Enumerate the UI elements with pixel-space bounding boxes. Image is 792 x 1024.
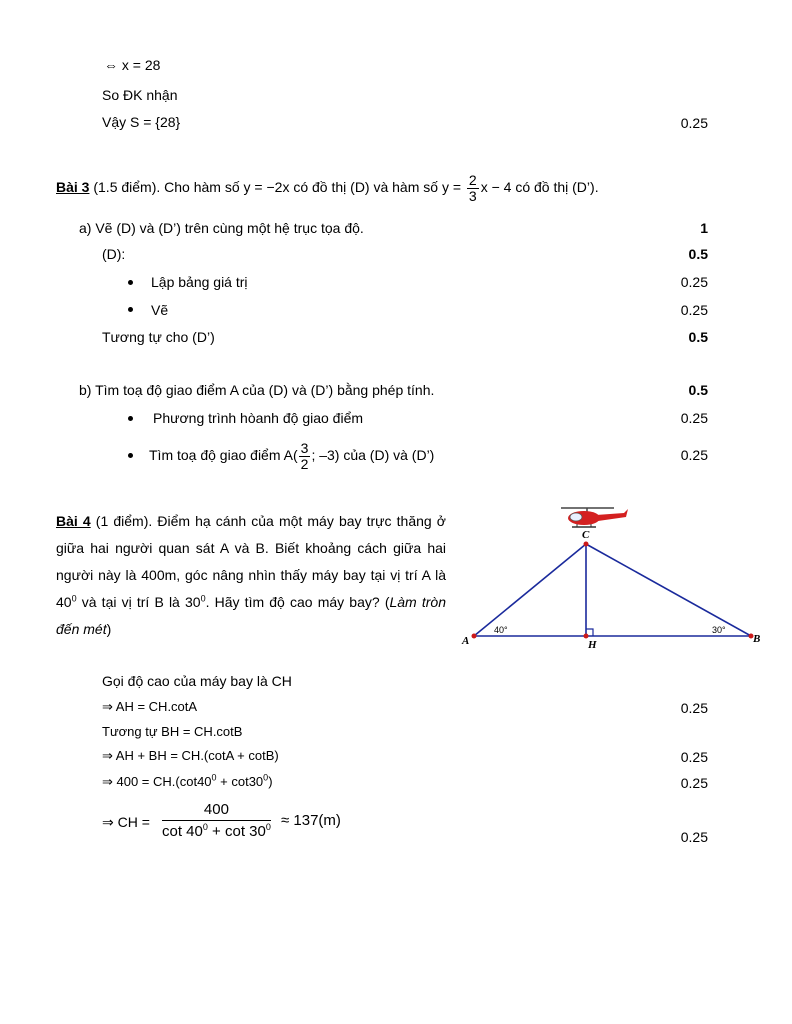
fraction-denominator: 2 [300,455,309,472]
bai4-problem-text [56,508,446,643]
score: 0.25 [680,775,708,791]
part-a-score: 1 [700,220,708,236]
bai4-text-d: ) [106,621,112,637]
part-a-label: a) Vẽ (D) và (D’) trên cùng một hệ trục tọa độ. [79,220,364,236]
score: 0.25 [680,115,708,131]
intersection-text-b: ; –3) của (D) và (D’) [311,447,435,463]
solution-intro: Gọi độ cao của máy bay là CH [102,673,292,689]
degree-sup: 0 [71,593,77,604]
degree-sup: 0 [263,772,269,783]
equivalence-line: ⇔ x = 28 [104,57,161,73]
solution-ah: ⇒ AH = CH.cotA [102,699,198,714]
angle-b-label: 30° [712,625,726,635]
angle-a-label: 40° [494,625,508,635]
degree-sup: 0 [211,772,217,783]
bullet-dot [128,453,133,458]
similar-line: Tương tự cho (D’) [102,329,215,345]
part-b-score: 0.5 [688,382,708,398]
bai4-text-b: và tại vị trí B là 30 [76,594,201,610]
bullet-abscissa-equation: Phương trình hòanh độ giao điểm [153,410,364,426]
solution-400 [102,773,273,791]
intersection-text-a: Tìm toạ độ giao điểm A( [149,447,298,463]
den-mid: + cot 30 [207,823,266,840]
line-cb [586,544,751,636]
score: 0.25 [680,302,708,318]
solution-bh: Tương tự BH = CH.cotB [102,724,243,739]
den-a: cot 40 [162,823,203,840]
degree-sup: 0 [202,822,208,832]
line-ac [474,544,586,636]
d-label: (D): [102,246,126,262]
point-h [584,634,589,639]
sol5-a: ⇒ 400 = CH.(cot40 [102,774,212,789]
point-c [584,542,589,547]
ch-fraction-numerator: 400 [162,801,271,821]
score: 0.25 [680,829,708,845]
bai3-heading [56,170,599,204]
helicopter-icon [561,508,628,527]
fraction-three-halves [299,441,311,472]
fraction-denominator: 3 [468,187,477,204]
solution-set-line: Vậy S = {28} [102,114,181,130]
bullet-intersection [149,438,434,472]
part-b-label: b) Tìm toạ độ giao điểm A của (D) và (D’) bằng phép tính. [79,382,435,398]
d-score: 0.5 [688,246,708,262]
similar-score: 0.5 [688,329,708,345]
bai4-text-a: (1 điểm). Điểm hạ cánh của một máy bay trực thăng ở giữa hai người quan sát A và B. Biết khoảng cách giữa hai người này là 400m, góc nâng nhìn thấy máy bay tại vị trí A là 40 [56,513,446,610]
label-c: C [582,529,590,541]
point-a [472,634,477,639]
score: 0.25 [680,410,708,426]
score: 0.25 [680,274,708,290]
bai3-intro-a: (1.5 điểm). Cho hàm số y = −2x có đồ thị (D) và hàm số y = [89,179,465,195]
bullet-draw: Vẽ [151,302,169,318]
fraction-numerator: 2 [468,171,477,188]
fraction-numerator: 3 [300,439,309,456]
bullet-dot [128,416,133,421]
bai4-text-c: . Hãy tìm độ cao máy bay? ( [205,594,390,610]
label-b: B [753,633,761,645]
score: 0.25 [680,447,708,463]
fraction-two-thirds [467,173,479,204]
bai3-title: Bài 3 [56,179,90,195]
solution-ch-result: ≈ 137(m) [281,812,341,829]
solution-ch-lhs: ⇒ CH = [102,814,150,830]
ch-fraction-denominator [162,821,271,840]
solution-sum: ⇒ AH + BH = CH.(cotA + cotB) [102,748,279,763]
ch-fraction [162,801,271,840]
triangle-figure [456,498,766,658]
sol5-end: ) [268,774,273,789]
condition-check-line: So ĐK nhận [102,87,178,103]
label-a: A [462,635,470,647]
score: 0.25 [680,700,708,716]
degree-sup: 0 [200,593,206,604]
bullet-value-table: Lập bảng giá trị [151,274,248,290]
bai3-intro-b: x − 4 có đồ thị (D’). [480,179,599,195]
bullet-dot [128,280,133,285]
rounding-note: Làm tròn đến mét [56,594,446,637]
label-h: H [588,639,597,651]
bai4-title: Bài 4 [56,513,91,529]
sol5-mid: + cot30 [216,774,264,789]
score: 0.25 [680,749,708,765]
bullet-dot [128,307,133,312]
degree-sup: 0 [265,822,271,832]
